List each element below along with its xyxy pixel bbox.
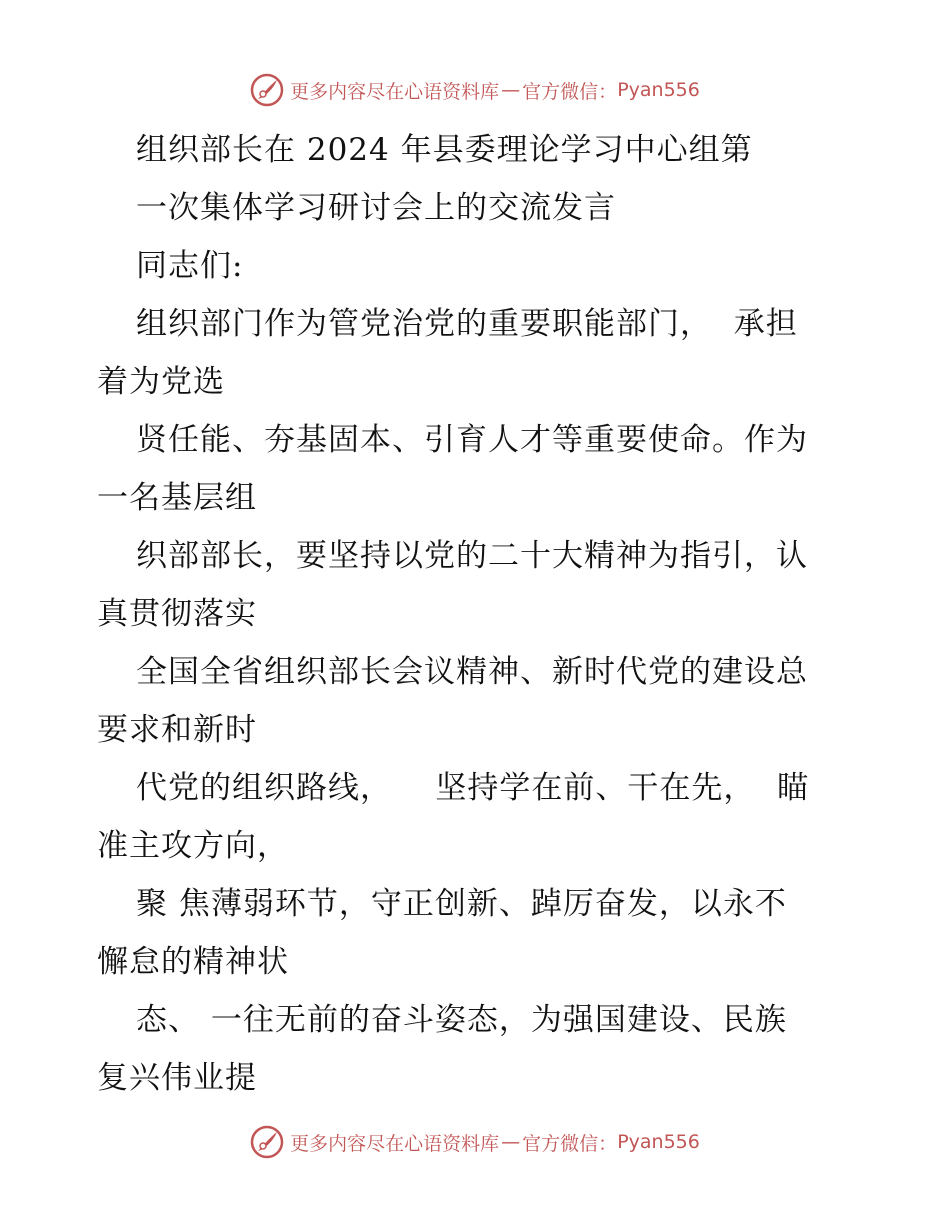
quill-logo-icon — [250, 1125, 284, 1159]
banner-wechat-label: 官方微信： — [522, 80, 618, 103]
paragraph-line: 贤任能、夯基固本、引育人才等重要使命。作为 — [136, 422, 808, 458]
paragraph-line: 懈怠的精神状 — [97, 944, 289, 980]
quill-logo-icon — [250, 73, 284, 107]
banner-wechat-label: 官方微信： — [522, 1132, 618, 1155]
paragraph-line: 织部部长，要坚持以党的二十大精神为指引，认 — [136, 538, 808, 574]
paragraph-line: 组织部门作为管党治党的重要职能部门， 承担 — [136, 306, 798, 342]
document-title-line: 一次集体学习研讨会上的交流发言 — [136, 190, 616, 226]
banner-wechat-id: Pyan556 — [617, 1131, 700, 1153]
paragraph-line: 同志们: — [136, 248, 244, 284]
paragraph-line: 着为党选 — [97, 364, 225, 400]
banner-separator: — — [501, 1131, 521, 1153]
paragraph-line: 复兴伟业提 — [97, 1060, 257, 1096]
banner-separator: — — [501, 79, 521, 101]
document-title-line: 组织部长在 2024 年县委理论学习中心组第 — [136, 132, 753, 168]
banner-text: 更多内容尽在心语资料库 — [290, 1132, 500, 1155]
paragraph-line: 聚 焦薄弱环节，守正创新、踔厉奋发，以永不 — [136, 886, 787, 922]
header-banner — [0, 70, 950, 110]
paragraph-line: 要求和新时 — [97, 712, 257, 748]
paragraph-line: 代党的组织路线， 坚持学在前、干在先， 瞄 — [136, 770, 810, 806]
paragraph-line: 准主攻方向， — [97, 828, 289, 864]
banner-wechat-id: Pyan556 — [617, 79, 700, 101]
paragraph-line: 一名基层组 — [97, 480, 257, 516]
paragraph-line: 全国全省组织部长会议精神、新时代党的建设总 — [136, 654, 808, 690]
paragraph-line: 真贯彻落实 — [97, 596, 257, 632]
footer-banner — [0, 1122, 950, 1162]
paragraph-line: 态、 一往无前的奋斗姿态，为强国建设、民族 — [136, 1002, 787, 1038]
banner-text: 更多内容尽在心语资料库 — [290, 80, 500, 103]
